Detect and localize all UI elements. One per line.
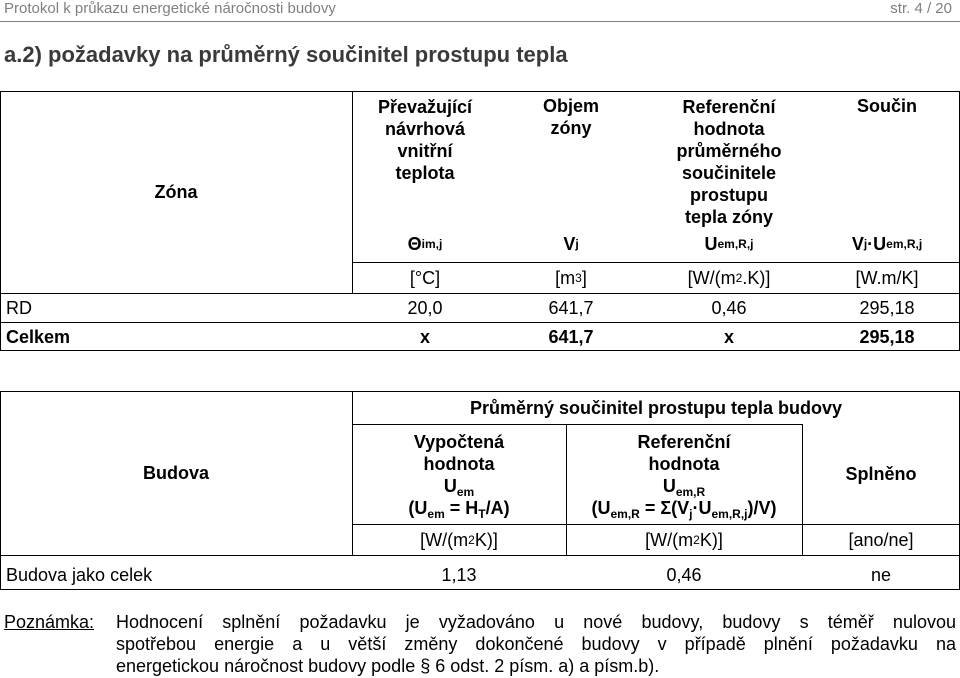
- header-teplota-line1: Převažující: [377, 97, 473, 117]
- total-zona: Celkem: [6, 326, 71, 347]
- header-teplota-line4: teplota: [395, 163, 455, 183]
- total-referencni: x: [723, 326, 734, 347]
- symbol-u-ref: U em,R,j: [704, 233, 754, 254]
- header-splneno: Splněno: [845, 464, 917, 484]
- formula-referencni: $(U_{em,R} = \Sigma(V_j\cdot U_{em,R,j})/V)$: [591, 498, 777, 521]
- row-vypoctena: 1,13: [441, 565, 477, 585]
- unit-vypoctena: [W/(m 2 K)]: [420, 529, 498, 550]
- row-budova: Budova jako celek: [6, 565, 153, 585]
- header-objem: Objem zóny: [542, 96, 599, 138]
- document-header-title: Protokol k průkazu energetické náročnosti budovy: [4, 0, 336, 17]
- section-title: a.2) požadavky na průměrný součinitel prostupu tepla: [4, 42, 568, 67]
- unit-referencni-budova: [W/(m 2 K)]: [645, 529, 723, 550]
- unit-referencni: [W/(m 2 .K)]: [687, 267, 771, 288]
- note-line-1: Hodnocení splnění požadavku je vyžadováno u nové budovy, budovy s téměř nulovou: [116, 612, 956, 632]
- row-splneno: ne: [870, 565, 892, 585]
- header-vypoctena: Vypočtená hodnota $U_{em}$ $(U_{em} = H_T/A)$: [408, 432, 510, 521]
- note-line-2: spotřebou energie a u větší změny dokončené budovy v případě plnění požadavku na: [116, 634, 956, 654]
- unit-splneno: [ano/ne]: [848, 529, 914, 550]
- row-objem: 641,7: [548, 297, 594, 318]
- header-divider: [0, 21, 960, 22]
- unit-soucin: [W.m/K]: [855, 267, 919, 288]
- header-teplota: [352, 94, 498, 186]
- total-objem: 641,7: [548, 326, 594, 347]
- unit-objem: [m 3 ]: [555, 267, 587, 288]
- header-budova: Budova: [142, 463, 209, 483]
- symbol-v: V j: [563, 233, 579, 254]
- row-referencni: 0,46: [666, 565, 702, 585]
- total-teplota: x: [419, 326, 430, 347]
- symbol-theta: Θ im,j: [407, 233, 443, 254]
- row-teplota: 20,0: [407, 297, 443, 318]
- header-referencni-budova: Referenční hodnota $U_{em,R}$ $(U_{em,R} = \Sigma(V_j\cdot U_{em,R,j})/V)$: [591, 432, 777, 521]
- header-prumerny-soucinitel: Průměrný součinitel prostupu tepla budovy: [469, 398, 843, 418]
- note-label: Poznámka:: [4, 612, 95, 632]
- note-line-3: energetickou náročnost budovy podle § 6 odst. 2 písm. a) a písm.b).: [116, 656, 660, 676]
- row-zona: RD: [6, 297, 32, 318]
- symbol-product: V j · U em,R,j: [851, 233, 923, 254]
- note-text: [116, 611, 956, 677]
- row-soucin: 295,18: [859, 297, 915, 318]
- header-soucin: Součin: [856, 96, 917, 116]
- formula-vypoctena: $(U_{em} = H_T/A)$: [408, 498, 510, 521]
- unit-teplota: [°C]: [409, 267, 441, 288]
- header-teplota-line3: vnitřní: [397, 141, 453, 161]
- page-number: str. 4 / 20: [890, 0, 952, 17]
- header-teplota-line2: návrhová: [384, 119, 466, 139]
- total-soucin: 295,18: [859, 326, 915, 347]
- header-zona: Zóna: [154, 182, 198, 202]
- row-referencni: 0,46: [711, 297, 747, 318]
- header-referencni: Referenční hodnota průměrného součinitele prostupu tepla zóny: [676, 97, 782, 227]
